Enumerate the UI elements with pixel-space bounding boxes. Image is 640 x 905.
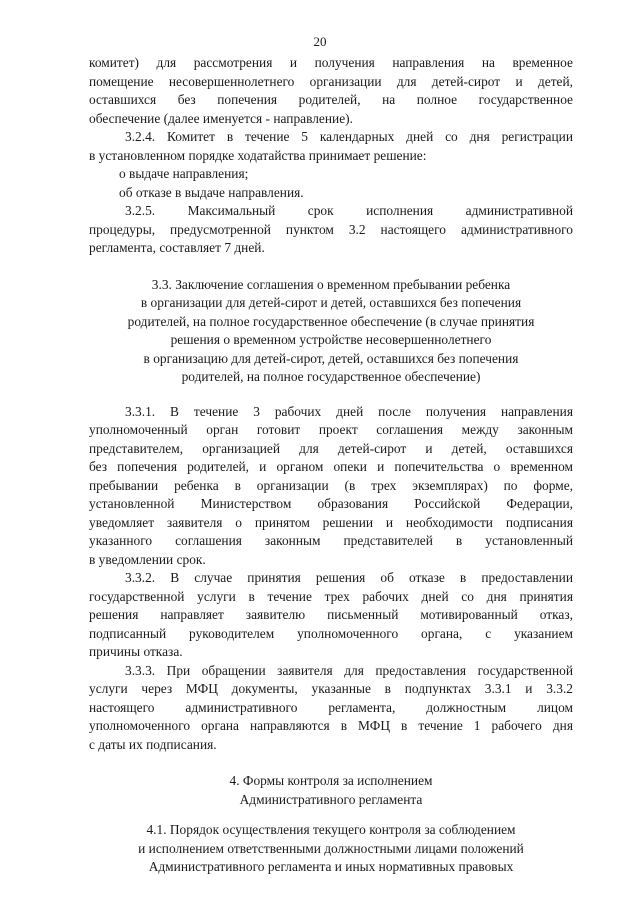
paragraph-3-3-1 xyxy=(89,403,573,570)
section-heading-4-1 xyxy=(89,821,573,877)
heading-line: родителей, на полное государственное обеспечение) xyxy=(181,369,481,384)
page-number: 20 xyxy=(313,34,327,49)
text-line: обеспечение (далее именуется - направление). xyxy=(89,110,353,126)
text-line: государственной услуги в течение трех рабочих дней со дня принятия xyxy=(89,588,573,604)
text-line: комитет) для рассмотрения и получения направления на временное xyxy=(89,55,573,70)
heading-line: Административного регламента xyxy=(239,791,423,807)
text-line: без попечения родителей, и органом опеки и попечительства о временном xyxy=(89,459,573,474)
text-line: в установленном порядке ходатайства принимает решение: xyxy=(89,147,427,163)
paragraph-intro xyxy=(89,54,573,128)
text-line: 3.2.5. Максимальный срок исполнения административной xyxy=(125,203,573,218)
section-heading-4 xyxy=(89,772,573,809)
heading-line: Административного регламента и иных нормативных правовых xyxy=(148,859,514,874)
heading-line: 4. Формы контроля за исполнением xyxy=(229,773,433,788)
text-line: пребывании ребенка в организации (в трех экземплярах) по форме, xyxy=(89,477,573,493)
heading-line: в организацию для детей-сирот, детей, оставшихся без попечения xyxy=(143,350,519,366)
heading-line: 3.3. Заключение соглашения о временном пребывании ребенка xyxy=(151,276,511,292)
text-line: причины отказа. xyxy=(89,644,183,659)
heading-line: 4.1. Порядок осуществления текущего контроля за соблюдением xyxy=(146,822,516,837)
text-line: 3.2.4. Комитет в течение 5 календарных дней со дня регистрации xyxy=(125,129,573,144)
section-heading-3-3 xyxy=(89,276,573,387)
text-line: 3.3.3. При обращении заявителя для предоставления государственной xyxy=(125,662,573,678)
text-line: установленной Министерством образования Российской Федерации, xyxy=(89,496,573,511)
text-line: указанного соглашения законным представителей в установленный xyxy=(89,533,573,548)
text-line: решения направляет заявителю письменный мотивированный отказ, xyxy=(89,607,573,622)
text-line: подписанный руководителем уполномоченного органа, с указанием xyxy=(89,625,573,641)
text-line: оставшихся без попечения родителей, на полное государственное xyxy=(89,92,573,107)
paragraph-3-2-4 xyxy=(89,128,573,202)
text-line: настоящего административного регламента, должностным лицом xyxy=(89,699,573,715)
decision-item: о выдаче направления; xyxy=(119,166,249,181)
text-line: в уведомлении срок. xyxy=(89,551,206,567)
heading-line: родителей, на полное государственное обеспечение (в случае принятия xyxy=(127,313,535,329)
decision-item: об отказе в выдаче направления. xyxy=(119,184,304,200)
text-line: процедуры, предусмотренной пунктом 3.2 настоящего административного xyxy=(89,221,573,237)
text-line: уведомляет заявителя о принятом решении и необходимости подписания xyxy=(89,514,573,530)
heading-line: в организации для детей-сирот и детей, оставшихся без попечения xyxy=(140,295,522,310)
paragraph-3-2-5 xyxy=(89,202,573,258)
text-line: услуги через МФЦ документы, указанные в подпунктах 3.3.1 и 3.3.2 xyxy=(89,681,573,696)
text-line: уполномоченный орган готовит проект соглашения между законным xyxy=(89,422,573,437)
text-line: помещение несовершеннолетнего организации для детей-сирот и детей, xyxy=(89,73,573,89)
paragraph-3-3-2 xyxy=(89,569,573,662)
text-line: 3.3.1. В течение 3 рабочих дней после получения направления xyxy=(125,403,573,419)
text-line: 3.3.2. В случае принятия решения об отказе в предоставлении xyxy=(125,570,573,585)
paragraph-3-3-3 xyxy=(89,662,573,755)
page-content xyxy=(89,54,573,877)
text-line: регламента, составляет 7 дней. xyxy=(89,240,265,255)
heading-line: решения о временном устройстве несовершеннолетнего xyxy=(170,332,492,347)
text-line: представителем, организацией для детей-сирот и детей, оставшихся xyxy=(89,440,573,456)
text-line: с даты их подписания. xyxy=(89,736,217,752)
heading-line: и исполнением ответственными должностными лицами положений xyxy=(138,840,524,856)
text-line: уполномоченного органа направляются в МФЦ в течение 1 рабочего дня xyxy=(89,718,573,733)
